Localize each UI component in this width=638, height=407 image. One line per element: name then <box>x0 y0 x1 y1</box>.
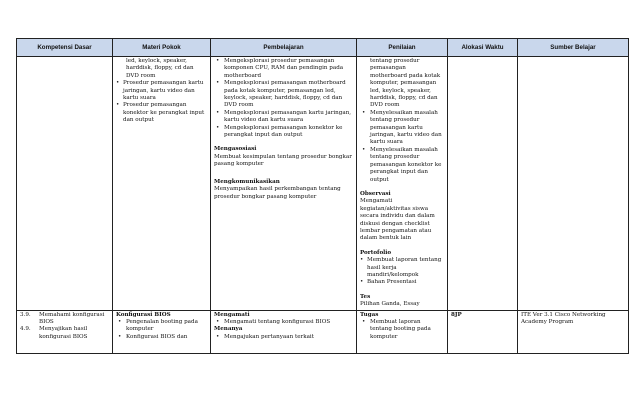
list-item: • Membuat laporan tentang booting pada komputer <box>360 319 444 341</box>
header-sumber-belajar: Sumber Belajar <box>518 39 629 57</box>
list-item: • Mengeksplorasi prosedur pemasangan komponen CPU, RAM dan pendingin pada motherboard <box>214 58 353 80</box>
tes-heading: Tes <box>360 293 371 300</box>
list-item: • Pengenalan booting pada komputer <box>116 319 207 334</box>
table-row <box>17 310 629 353</box>
list-item: • Konfigurasi BIOS dan <box>116 334 207 341</box>
header-penilaian: Penilaian <box>357 39 448 57</box>
header-kompetensi-dasar: Kompetensi Dasar <box>17 39 113 57</box>
list-item: • Prosedur pemasangan kartu jaringan, kartu video dan kartu suara <box>116 80 207 102</box>
kd-text: Memahami konfigurasi BIOS <box>39 311 105 325</box>
kompetensi-list <box>20 312 109 342</box>
list-item: • Mengeksplorasi pemasangan motherboard pada kotak komputer, pemasangan led, keylock, speaker, harddisk, floppy, cd dan DVD room <box>214 80 353 110</box>
mengasosiasi-heading: Mengasosiasi <box>214 146 257 153</box>
list-item: • Mengajukan pertanyaan terkait <box>214 334 353 341</box>
header-row <box>17 39 629 57</box>
cell-pembelajaran <box>211 57 357 311</box>
cell-alokasi <box>448 310 518 353</box>
materi-continuation: led, keylock, speaker, harddisk, floppy, cd dan DVD room <box>126 58 194 79</box>
materi-list <box>116 319 207 341</box>
list-item: • Membuat laporan tentang hasil kerja mandiri/kelompok <box>360 257 444 279</box>
kd-number: 4.9. <box>20 326 31 333</box>
mengasosiasi-text: Membuat kesimpulan tentang prosedur bongkar pasang komputer <box>214 153 352 168</box>
cell-kompetensi-empty <box>17 57 113 311</box>
cell-kompetensi <box>17 310 113 353</box>
materi-heading: Konfigurasi BIOS <box>116 311 171 318</box>
header-pembelajaran: Pembelajaran <box>211 39 357 57</box>
materi-list <box>116 80 207 124</box>
cell-materi <box>113 57 211 311</box>
cell-penilaian <box>357 57 448 311</box>
mengamati-heading: Mengamati <box>214 311 250 318</box>
list-item: • Prosedur pemasangan konektor ke perangkat input dan output <box>116 102 207 124</box>
table-row <box>17 57 629 311</box>
mengkomunikasikan-text: Menyampaikan hasil perkembangan tentang prosedur bongkar pasang komputer <box>214 186 341 200</box>
rpp-table <box>16 38 629 354</box>
cell-sumber <box>518 310 629 353</box>
mengamati-list <box>214 319 353 326</box>
alokasi-value: 8JP <box>451 311 462 318</box>
mengkomunikasikan-heading: Mengkomunikasikan <box>214 178 280 185</box>
kd-number: 3.9. <box>20 311 31 318</box>
observasi-heading: Observasi <box>360 190 391 197</box>
portofolio-heading: Portofolio <box>360 249 392 256</box>
list-item <box>20 326 109 341</box>
cell-materi <box>113 310 211 353</box>
tes-text: Pilihan Ganda, Essay <box>360 301 420 308</box>
observasi-text: Mengamati kegiatan/aktivitas siswa secara individu dan dalam diskusi dengan checklist lembar pengamatan atau dalam bentuk lain <box>360 198 435 242</box>
penilaian-continuation: tentang prosedur pemasangan motherboard pada kotak komputer, pemasangan led, keylock, speaker, harddisk, floppy, cd dan DVD room <box>370 58 441 109</box>
pembelajaran-list <box>214 58 353 139</box>
penilaian-list <box>360 110 444 184</box>
sumber-value: ITE Ver 3.1 Cisco Networking Academy Program <box>521 311 606 325</box>
list-item: • Menyelesaikan masalah tentang prosedur pemasangan konektor ke perangkat input dan output <box>360 147 444 184</box>
list-item: • Mengamati tentang konfigurasi BIOS <box>214 319 353 326</box>
list-item: • Bahan Presentasi <box>360 279 444 286</box>
list-item: • Mengeksplorasi pemasangan kartu jaringan, kartu video dan kartu suara <box>214 110 353 125</box>
kd-text: Menyajikan hasil konfigurasi BIOS <box>39 326 88 340</box>
cell-sumber-empty <box>518 57 629 311</box>
list-item: • Mengeksplorasi pemasangan konektor ke perangkat input dan output <box>214 125 353 140</box>
header-materi-pokok: Materi Pokok <box>113 39 211 57</box>
tugas-heading: Tugas <box>360 311 379 318</box>
cell-alokasi-empty <box>448 57 518 311</box>
menanya-heading: Menanya <box>214 326 243 333</box>
header-alokasi-waktu: Alokasi Waktu <box>448 39 518 57</box>
list-item <box>20 312 109 327</box>
portofolio-list <box>360 257 444 287</box>
cell-penilaian <box>357 310 448 353</box>
list-item: • Menyelesaikan masalah tentang prosedur pemasangan kartu jaringan, kartu video dan kartu suara <box>360 110 444 147</box>
menanya-list <box>214 334 353 341</box>
cell-pembelajaran <box>211 310 357 353</box>
rpp-sheet <box>16 38 628 395</box>
tugas-list <box>360 319 444 341</box>
